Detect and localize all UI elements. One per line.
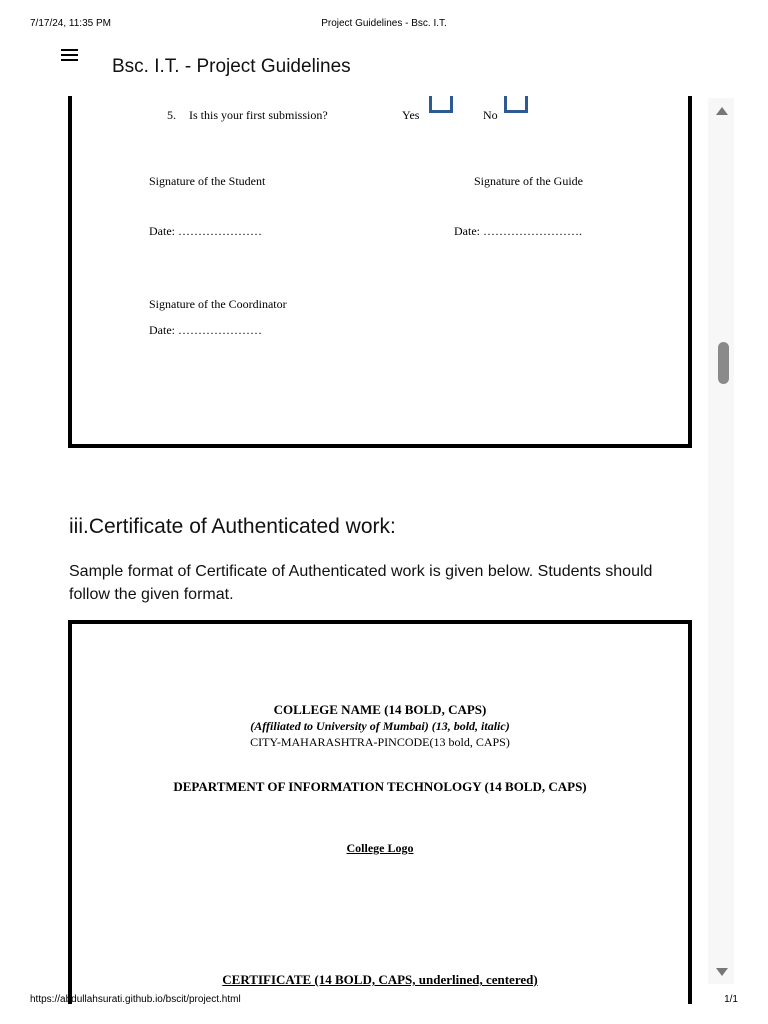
question-text: Is this your first submission? (189, 108, 328, 122)
guide-signature-label: Signature of the Guide (474, 174, 583, 188)
affiliation: (Affiliated to University of Mumbai) (13, bold, italic) (250, 719, 510, 733)
section-heading: iii.Certificate of Authenticated work: (69, 515, 396, 538)
print-date: 7/17/24, 11:35 PM (30, 18, 111, 29)
college-logo-placeholder: College Logo (346, 841, 414, 855)
app-title: Bsc. I.T. - Project Guidelines (112, 56, 351, 77)
scroll-down-arrow-icon[interactable] (716, 968, 728, 976)
scroll-up-arrow-icon[interactable] (716, 107, 728, 115)
no-label: No (483, 108, 498, 122)
print-url: https://abdullahsurati.github.io/bscit/project.html (30, 994, 241, 1005)
department-line: DEPARTMENT OF INFORMATION TECHNOLOGY (14 BOLD, CAPS) (173, 779, 587, 794)
hamburger-menu-icon[interactable] (61, 49, 78, 61)
coordinator-signature-label: Signature of the Coordinator (149, 297, 287, 311)
student-date: Date: ………………… (149, 224, 262, 238)
print-title: Project Guidelines - Bsc. I.T. (321, 18, 447, 29)
print-footer (0, 994, 768, 1008)
no-checkbox[interactable] (504, 96, 528, 113)
scroll-thumb[interactable] (718, 342, 729, 384)
submission-form-image (68, 96, 692, 448)
student-signature-label: Signature of the Student (149, 174, 266, 188)
section-paragraph: Sample format of Certificate of Authenticated work is given below. Students should follow the given format. (69, 563, 653, 603)
certificate-sample-image (68, 620, 692, 1004)
certificate-title: CERTIFICATE (14 BOLD, CAPS, underlined, centered) (222, 972, 538, 987)
question-number: 5. (167, 108, 176, 122)
college-name: COLLEGE NAME (14 BOLD, CAPS) (273, 702, 487, 717)
coordinator-date: Date: ………………… (149, 323, 262, 337)
print-page-number: 1/1 (724, 994, 738, 1005)
yes-label: Yes (402, 108, 420, 122)
vertical-scrollbar[interactable] (708, 98, 734, 984)
print-header (0, 18, 768, 32)
guide-date: Date: ……………………. (454, 224, 582, 238)
yes-checkbox[interactable] (429, 96, 453, 113)
question-5 (167, 108, 328, 123)
city-line: CITY-MAHARASHTRA-PINCODE(13 bold, CAPS) (250, 735, 510, 749)
